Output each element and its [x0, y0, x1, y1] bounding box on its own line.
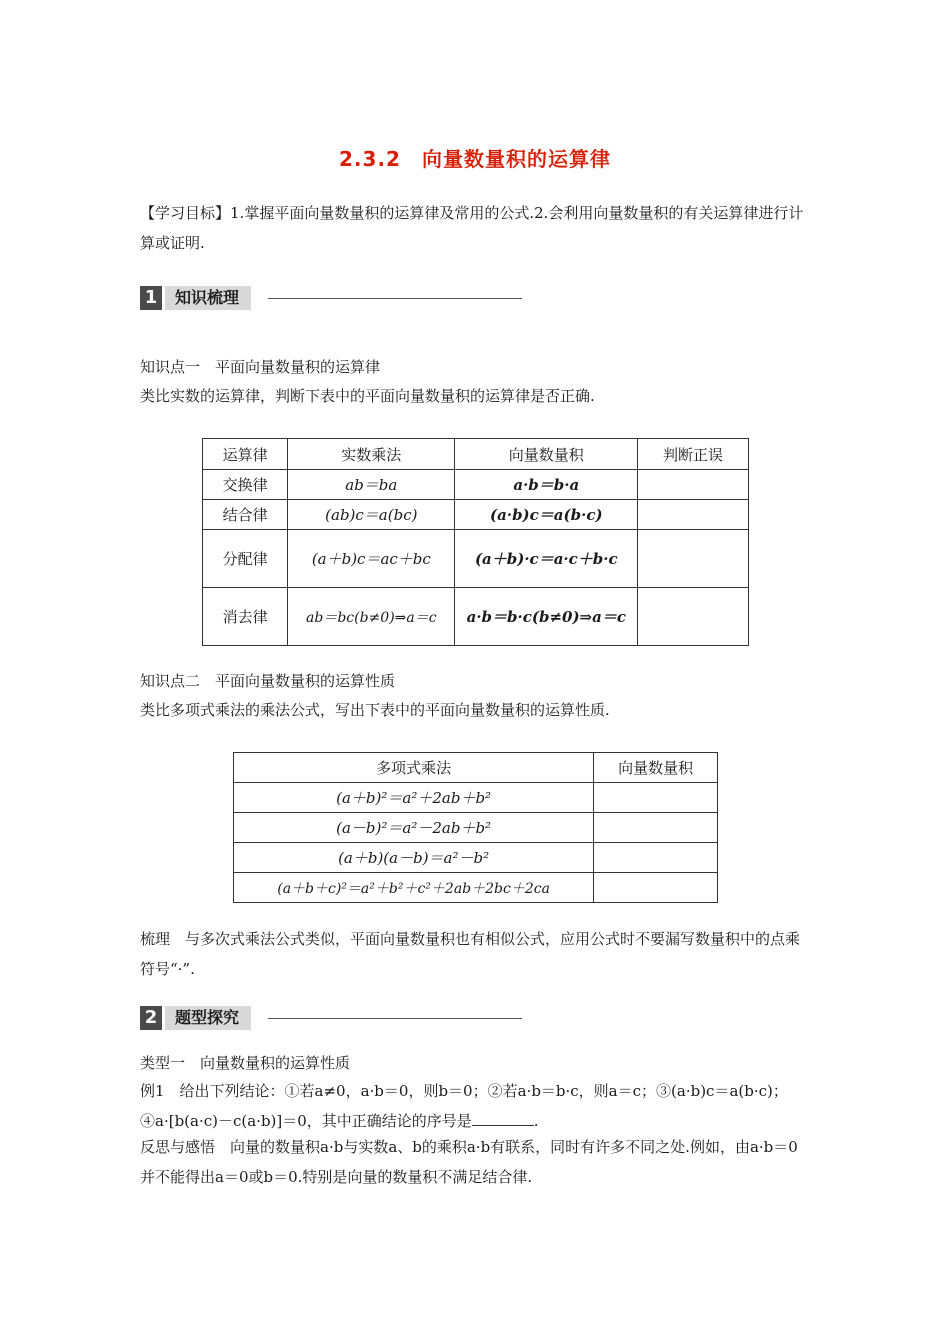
table-header: 判断正误	[638, 439, 749, 470]
answer-cell[interactable]	[638, 530, 749, 588]
operation-laws-table	[202, 438, 749, 646]
learning-objectives	[140, 198, 812, 258]
table-header: 多项式乘法	[234, 753, 594, 783]
section-header-2	[140, 1006, 522, 1030]
table-header: 实数乘法	[288, 439, 455, 470]
knowledge-point-1-heading: 知识点一 平面向量数量积的运算律	[140, 358, 381, 376]
table-header-row	[203, 439, 749, 470]
table-cell: (ab)c＝a(bc)	[288, 500, 455, 530]
objectives-label: 【学习目标】	[140, 204, 231, 222]
section-header-1	[140, 286, 522, 310]
table-row	[203, 588, 749, 646]
section-divider	[268, 1018, 522, 1019]
type-1-heading: 类型一 向量数量积的运算性质	[140, 1054, 351, 1072]
table-row	[203, 470, 749, 500]
section-title: 题型探究	[165, 1006, 251, 1030]
section-divider	[268, 298, 522, 299]
answer-blank[interactable]	[472, 1111, 534, 1126]
section-title: 知识梳理	[165, 286, 251, 310]
table-cell: 分配律	[203, 530, 288, 588]
section-number: 2	[140, 1006, 162, 1030]
answer-cell[interactable]	[594, 843, 718, 873]
properties-table	[233, 752, 718, 903]
table-cell: 结合律	[203, 500, 288, 530]
table-cell: a·b＝b·a	[455, 470, 638, 500]
example-1	[140, 1076, 812, 1136]
table-cell: 消去律	[203, 588, 288, 646]
answer-cell[interactable]	[594, 783, 718, 813]
answer-cell[interactable]	[594, 873, 718, 903]
table-cell: (a＋b＋c)²＝a²＋b²＋c²＋2ab＋2bc＋2ca	[234, 873, 594, 903]
example-1-end: .	[533, 1112, 539, 1130]
table-header: 向量数量积	[455, 439, 638, 470]
knowledge-point-1-intro: 类比实数的运算律，判断下表中的平面向量数量积的运算律是否正确.	[140, 387, 595, 405]
table-cell: (a＋b)c＝ac＋bc	[288, 530, 455, 588]
table-cell: ab＝ba	[288, 470, 455, 500]
table-cell: (a＋b)²＝a²＋2ab＋b²	[234, 783, 594, 813]
table-row	[234, 843, 718, 873]
table-cell: (a＋b)(a－b)＝a²－b²	[234, 843, 594, 873]
table-cell: (a·b)c＝a(b·c)	[455, 500, 638, 530]
table-header: 运算律	[203, 439, 288, 470]
table-row	[234, 873, 718, 903]
reflection-note: 反思与感悟 向量的数量积a·b与实数a、b的乘积a·b有联系，同时有许多不同之处.例如，由a·b＝0并不能得出a＝0或b＝0.特别是向量的数量积不满足结合律.	[140, 1138, 798, 1186]
knowledge-point-2-heading: 知识点二 平面向量数量积的运算性质	[140, 672, 396, 690]
objectives-text: 1.掌握平面向量数量积的运算律及常用的公式.2.会利用向量数量积的有关运算律进行计算或证明.	[140, 204, 804, 252]
example-1-text: 例1 给出下列结论：①若a≠0，a·b＝0，则b＝0；②若a·b＝b·c，则a＝c；③(a·b)c＝a(b·c)；④a·[b(a·c)－c(a·b)]＝0，其中正确结论的序号是	[140, 1082, 788, 1130]
answer-cell[interactable]	[638, 470, 749, 500]
table-row	[234, 813, 718, 843]
summary-note: 梳理 与多次式乘法公式类似，平面向量数量积也有相似公式，应用公式时不要漏写数量积中的点乘符号“·”.	[140, 930, 801, 978]
knowledge-point-2-intro: 类比多项式乘法的乘法公式，写出下表中的平面向量数量积的运算性质.	[140, 701, 610, 719]
table-cell: (a－b)²＝a²－2ab＋b²	[234, 813, 594, 843]
answer-cell[interactable]	[638, 588, 749, 646]
section-number: 1	[140, 286, 162, 310]
answer-cell[interactable]	[638, 500, 749, 530]
page-title: 2.3.2 向量数量积的运算律	[339, 147, 611, 171]
table-header: 向量数量积	[594, 753, 718, 783]
table-cell: 交换律	[203, 470, 288, 500]
table-cell: ab＝bc(b≠0)⇒a＝c	[288, 588, 455, 646]
table-cell: (a＋b)·c＝a·c＋b·c	[455, 530, 638, 588]
table-row	[234, 783, 718, 813]
table-cell: a·b＝b·c(b≠0)⇒a＝c	[455, 588, 638, 646]
answer-cell[interactable]	[594, 813, 718, 843]
table-row	[203, 530, 749, 588]
table-row	[203, 500, 749, 530]
table-header-row	[234, 753, 718, 783]
